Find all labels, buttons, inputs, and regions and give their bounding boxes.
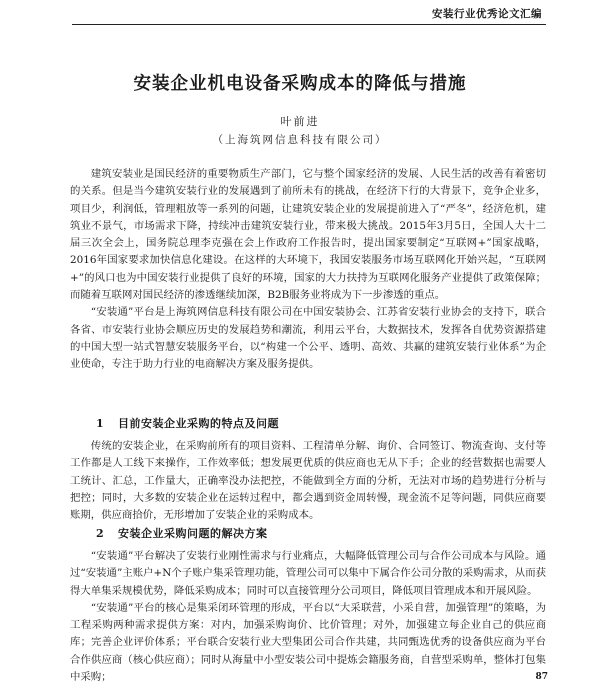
intro-paragraph-1: 建筑安装业是国民经济的重要物质生产部门，它与整个国家经济的发展、人民生活的改善有着密切的关系。但是当今建筑安装行业的发展遇到了前所未有的挑战，在经济下行的大背景下，竞争企业多，项目少，利润低，管理粗放等一系列的问题，让建筑安装企业的发展提前进入了“严冬”，经济危机，建筑业不景气，市场需求下降，持续冲击建筑安装行业，带来极大挑战。2015年3月5日，全国人大十二届三次全会上，国务院总理李克强在会上作政府工作报告时，提出国家要制定“互联网+”国家战略，2016年国家要求加快信息化建设。在这样的大环境下，我国安装服务市场互联网化开始兴起，“互联网+”的风口也为中国安装行业提供了良好的环境，国家的大力扶持为互联网化服务产业提供了政策保障；而随着互联网对国民经济的渗透继续加深，B2B服务业将成为下一步渗透的重点。	[70, 168, 546, 302]
article-title: 安装企业机电设备采购成本的降低与措施	[133, 74, 467, 94]
page-number: 87	[535, 672, 548, 682]
section-1-body	[70, 438, 546, 524]
section-2-title: 安装企业采购问题的解决方案	[118, 527, 268, 540]
section-2-body	[70, 548, 546, 686]
running-header	[72, 0, 546, 25]
intro-section	[70, 166, 546, 374]
section-1-heading	[96, 415, 279, 431]
intro-paragraph-2: “安装通”平台是上海筑网信息科技有限公司在中国安装协会、江苏省安装行业协会的支持下，联合各省、市安装行业协会顺应历史的发展趋势和潮流，利用云平台，大数据技术，发挥各自优势资源搭建的中国大型一站式智慧安装服务平台，以“构建一个公平、透明、高效、共赢的建筑安装行业体系”为企业使命，专注于助力行业的电商解决方案及服务提供。	[70, 306, 546, 371]
section-1-title: 目前安装企业采购的特点及问题	[118, 417, 279, 430]
section-1-paragraph-1: 传统的安装企业，在采购前所有的项目资料、工程清单分解、询价、合同签订、物流查询、支付等工作都是人工线下来操作，工作效率低；想发展更优质的供应商也无从下手；企业的经营数据也需要人工统计、汇总，工作量大，正确率没办法把控，不能做到全方面的分析，无法对市场的趋势进行分析与把控；同时，大多数的安装企业在运转过程中，都会遇到资金周转慢，现金流不足等问题，同供应商要账期，供应商拾价，无形增加了安装企业的采购成本。	[70, 440, 546, 522]
section-2-number: 2	[96, 527, 105, 540]
section-2-heading	[96, 525, 268, 541]
section-1-number: 1	[96, 417, 105, 430]
section-2-paragraph-1: “安装通”平台解决了安装行业刚性需求与行业痛点，大幅降低管理公司与合作公司成本与风险。通过“安装通”主账户+N个子账户集采管理功能，管理公司可以集中下属合作公司分散的采购需求，从而获得大单集采规模优势，降低采购成本；同时可以直接管理分公司项目，降低项目管理成本和开展风险。	[70, 550, 546, 597]
article-author: 叶前进	[280, 115, 320, 128]
running-header-text: 安装行业优秀论文汇编	[432, 8, 542, 20]
article-affiliation: （上海筑网信息科技有限公司）	[212, 134, 388, 146]
section-2-paragraph-2: “安装通”平台的核心是集采闭环管理的形成，平台以“大采联营，小采自营，加强管理”的策略，为工程采购两种需求提供方案：对内，加强采购询价、比价管理；对外，加强建立每企业自己的供应商库；完善企业评价体系；平台联合安装行业大型集团公司合作共建，共同甄选优秀的设备供应商为平台合作供应商（核心供应商）；同时从海量中小型安装公司中提炼会籍服务商，自营型采购单，整体打包集中采购；	[70, 601, 546, 684]
